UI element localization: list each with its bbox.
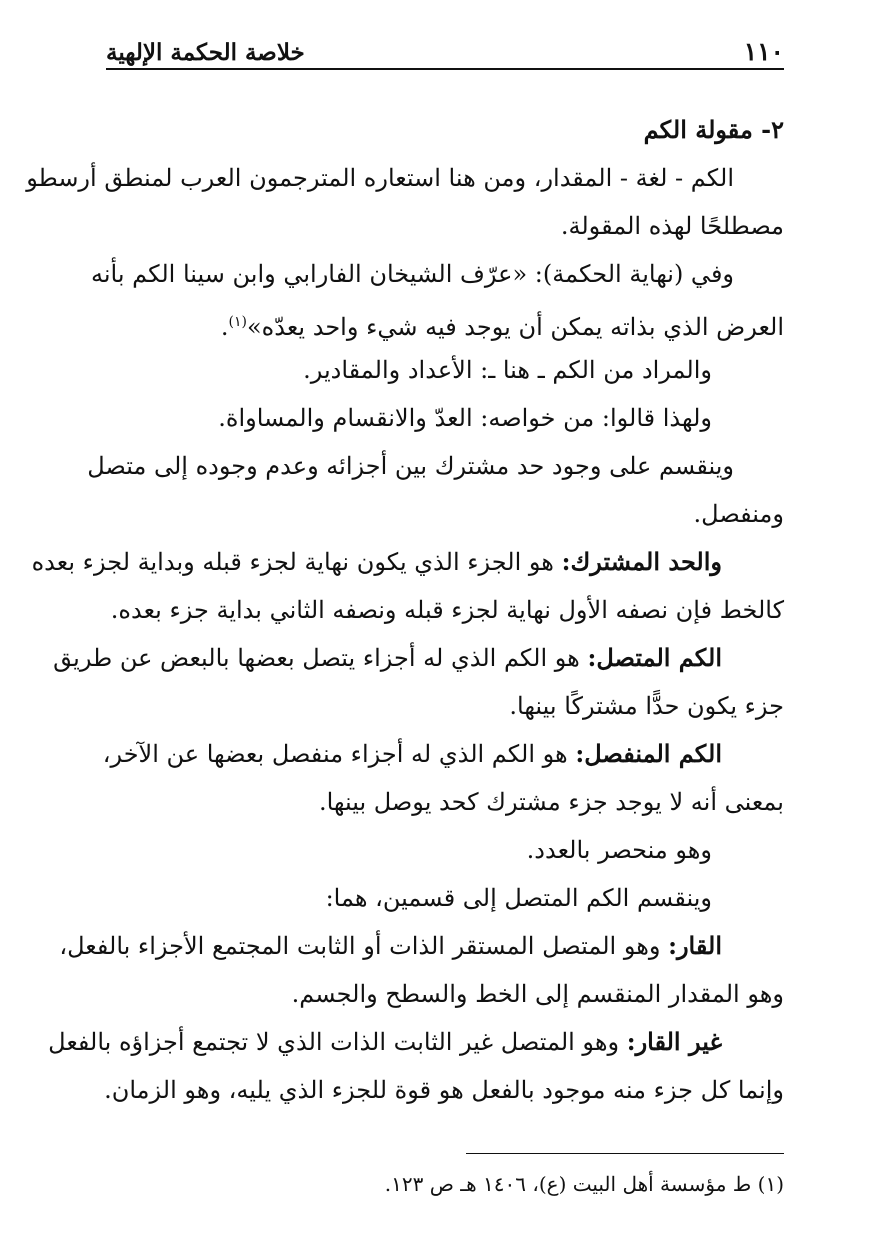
footnote-rule bbox=[466, 1153, 784, 1154]
definition-line bbox=[48, 1018, 784, 1066]
definition-line bbox=[53, 634, 784, 682]
definition-term: غير القار: bbox=[626, 1027, 722, 1056]
text-line: وهو المقدار المنقسم إلى الخط والسطح والجسم. bbox=[291, 980, 784, 1008]
definition-text: وهو المتصل غير الثابت الذات الذي لا تجتمع أجزاؤه بالفعل bbox=[48, 1028, 620, 1056]
definition-text: هو الجزء الذي يكون نهاية لجزء قبله وبداية لجزء بعده bbox=[31, 548, 554, 576]
text-line bbox=[106, 298, 784, 346]
section-heading: ٢- مقولة الكم bbox=[643, 115, 784, 144]
page-number: ١١٠ bbox=[743, 37, 784, 66]
footnote: (١) ط مؤسسة أهل البيت (ع)، ١٤٠٦ هـ ص ١٢٣. bbox=[384, 1172, 784, 1196]
text-line: جزء يكون حدًّا مشتركًا بينها. bbox=[509, 692, 784, 720]
text-line: وفي (نهاية الحكمة): «عرّف الشيخان الفارابي وابن سينا الكم بأنه bbox=[90, 260, 734, 288]
text-line: الكم - لغة - المقدار، ومن هنا استعاره المترجمون العرب لمنطق أرسطو bbox=[26, 164, 734, 192]
text-line: ومنفصل. bbox=[693, 500, 784, 528]
text-line: والمراد من الكم ـ هنا ـ: الأعداد والمقادير. bbox=[303, 356, 712, 384]
definition-term: الكم المنفصل: bbox=[575, 739, 722, 768]
page-body bbox=[26, 106, 784, 1114]
definition-text: وهو المتصل المستقر الذات أو الثابت المجتمع الأجزاء بالفعل، bbox=[59, 932, 661, 960]
definition-term: والحد المشترك: bbox=[561, 547, 722, 576]
text-line: وإنما كل جزء منه موجود بالفعل هو قوة للجزء الذي يليه، وهو الزمان. bbox=[104, 1076, 784, 1104]
text-line: كالخط فإن نصفه الأول نهاية لجزء قبله ونصفه الثاني بداية جزء بعده. bbox=[110, 596, 784, 624]
header-rule bbox=[106, 68, 784, 70]
definition-term: الكم المتصل: bbox=[587, 643, 722, 672]
text-line: ولهذا قالوا: من خواصه: العدّ والانقسام والمساواة. bbox=[218, 404, 712, 432]
text-line: مصطلحًا لهذه المقولة. bbox=[560, 212, 784, 240]
definition-line bbox=[31, 538, 784, 586]
footnote-marker: (١) bbox=[228, 314, 247, 330]
running-title: خلاصة الحكمة الإلهية bbox=[106, 39, 305, 66]
text-line: بمعنى أنه لا يوجد جزء مشترك كحد يوصل بينها. bbox=[318, 788, 784, 816]
quote-text: العرض الذي بذاته يمكن أن يوجد فيه شيء واحد يعدّه» bbox=[247, 313, 784, 341]
definition-line bbox=[102, 730, 784, 778]
definition-term: القار: bbox=[668, 931, 722, 960]
sentence-end: . bbox=[220, 313, 229, 341]
definition-text: هو الكم الذي له أجزاء يتصل بعضها بالبعض عن طريق bbox=[53, 644, 580, 672]
text-line: وينقسم على وجود حد مشترك بين أجزائه وعدم وجوده إلى متصل bbox=[87, 452, 734, 480]
running-header bbox=[106, 30, 784, 66]
definition-line bbox=[59, 922, 784, 970]
text-line: وهو منحصر بالعدد. bbox=[526, 836, 712, 864]
text-line: وينقسم الكم المتصل إلى قسمين، هما: bbox=[325, 884, 712, 912]
definition-text: هو الكم الذي له أجزاء منفصل بعضها عن الآخر، bbox=[102, 740, 568, 768]
